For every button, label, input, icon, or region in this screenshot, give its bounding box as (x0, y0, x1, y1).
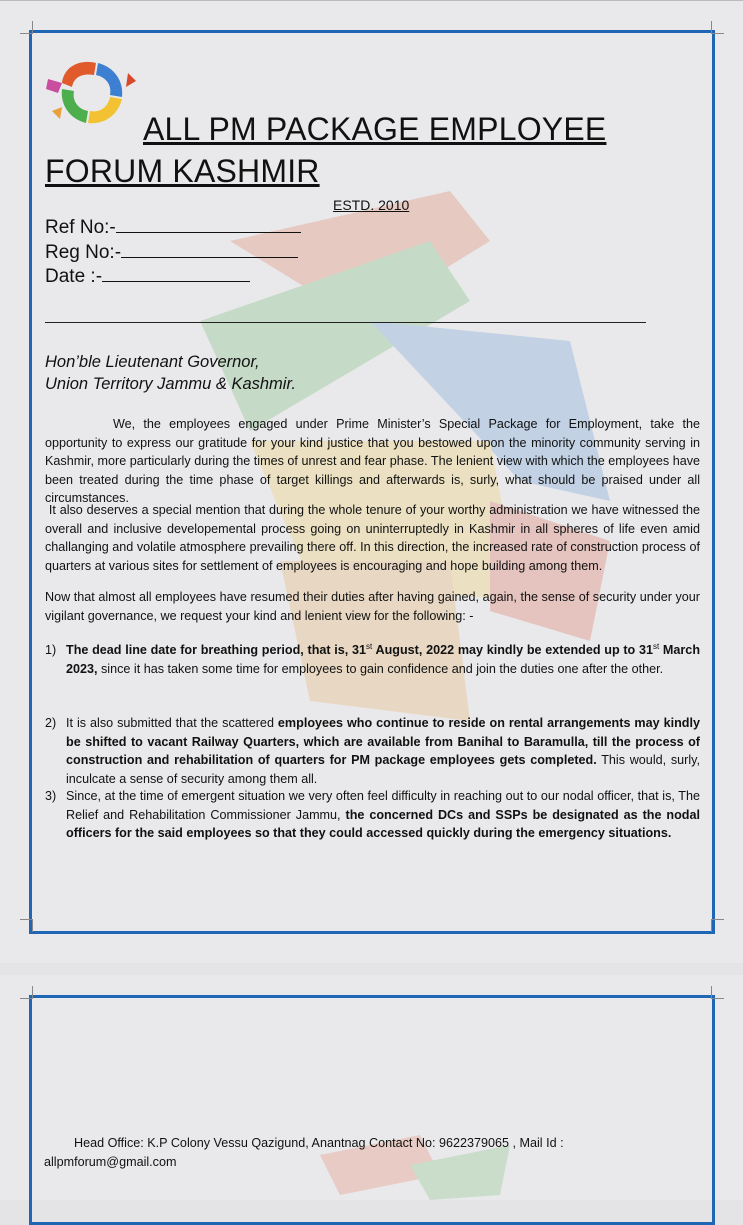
item-pre: Since, at the time of emergent situation we very often feel difficulty in reaching out to our nodal officer, that is, The Relief and Rehabilitation Commissioner Jammu, (66, 789, 700, 822)
ref-label: Ref No:- (45, 217, 116, 238)
org-title-line2: FORUM KASHMIR (45, 153, 320, 189)
established-year: ESTD. 2010 (333, 197, 410, 213)
item-text (66, 714, 700, 788)
item-rest: since it has taken some time for employees to gain confidence and join the duties one after the other. (97, 661, 664, 676)
item-bold: employees who continue to reside on rental arrangements may kindly be shifted to vacant Railway Quarters, which are available from Banihal to Baramulla, till the process of construction and rehabilitation of quarters for PM package employees gets completed. (66, 716, 700, 767)
item-text (66, 787, 700, 843)
reg-number-line (45, 242, 298, 264)
date-blank (102, 267, 250, 282)
paragraph-1 (45, 415, 700, 508)
date-line (45, 266, 250, 288)
item-rest: This would, surly, inculcate a sense of security among them all. (66, 753, 700, 786)
reg-blank (121, 243, 298, 258)
request-item-2 (45, 714, 700, 788)
crop-mark (711, 21, 724, 34)
page-border (29, 995, 715, 1225)
letterhead-footer (44, 1134, 644, 1171)
footer-address: Head Office: K.P Colony Vessu Qazigund, Anantnag Contact No: 9622379065 , Mail Id : (74, 1136, 564, 1150)
crop-mark (711, 919, 724, 932)
request-item-1 (45, 641, 700, 678)
org-title-line1: ALL PM PACKAGE EMPLOYEE (143, 111, 607, 147)
item-number: 2) (45, 716, 57, 730)
ordinal-suffix: st (366, 641, 373, 651)
request-item-3 (45, 787, 700, 843)
item-text (66, 641, 700, 678)
paragraph-2-text: It also deserves a special mention that during the whole tenure of your worthy administration we have witnessed the overall and inclusive developemental process going on uninterruptedly in Kashmir in all spheres of life even amid challanging and volatile atmosphere prevailing there off. In this direction, the increased rate of construction process of quarters at various sites for settlement of employees is encouraging and hope building among them. (45, 503, 700, 573)
header-divider (45, 322, 646, 323)
ref-blank (116, 218, 301, 233)
item-bold: the concerned DCs and SSPs be designated as the nodal officers for the said employees so that they could accessed quickly during the emergency situations. (66, 807, 701, 840)
reg-label: Reg No:- (45, 242, 122, 263)
addressee-line1: Hon’ble Lieutenant Governor, (45, 353, 260, 371)
date-label: Date :- (45, 266, 103, 287)
footer-email: allpmforum@gmail.com (44, 1154, 177, 1169)
forum-logo (45, 56, 140, 131)
crop-mark (711, 986, 724, 999)
item-number: 3) (45, 789, 57, 803)
paragraph-2 (45, 501, 700, 575)
item-bold: The dead line date for breathing period, that is, 31 (66, 643, 367, 657)
crop-mark (20, 21, 33, 34)
paragraph-3: Now that almost all employees have resumed their duties after having gained, again, the sense of security under your vigilant governance, we request your kind and lenient view for the following: - (45, 590, 700, 623)
addressee-line2: Union Territory Jammu & Kashmir. (45, 375, 296, 393)
item-pre: It is also submitted that the scattered (66, 716, 278, 730)
paragraph-1-text: We, the employees engaged under Prime Minister’s Special Package for Employment, take the opportunity to express our gratitude for your kind justice that you bestowed upon the minority community serving in Kashmir, more particularly during the times of unrest and fear phase. The lenient view with which the employees have been treated during the time phase of target killings and afterwards is, surly, what should be praised under all circumstances. (45, 417, 700, 505)
ref-number-line (45, 217, 301, 239)
item-bold: March 2023, (66, 643, 701, 676)
crop-mark (20, 919, 33, 932)
crop-mark (20, 986, 33, 999)
item-number: 1) (45, 643, 57, 657)
item-bold: August, 2022 may kindly be extended up to 31 (372, 643, 653, 657)
ordinal-suffix: st (652, 641, 660, 651)
